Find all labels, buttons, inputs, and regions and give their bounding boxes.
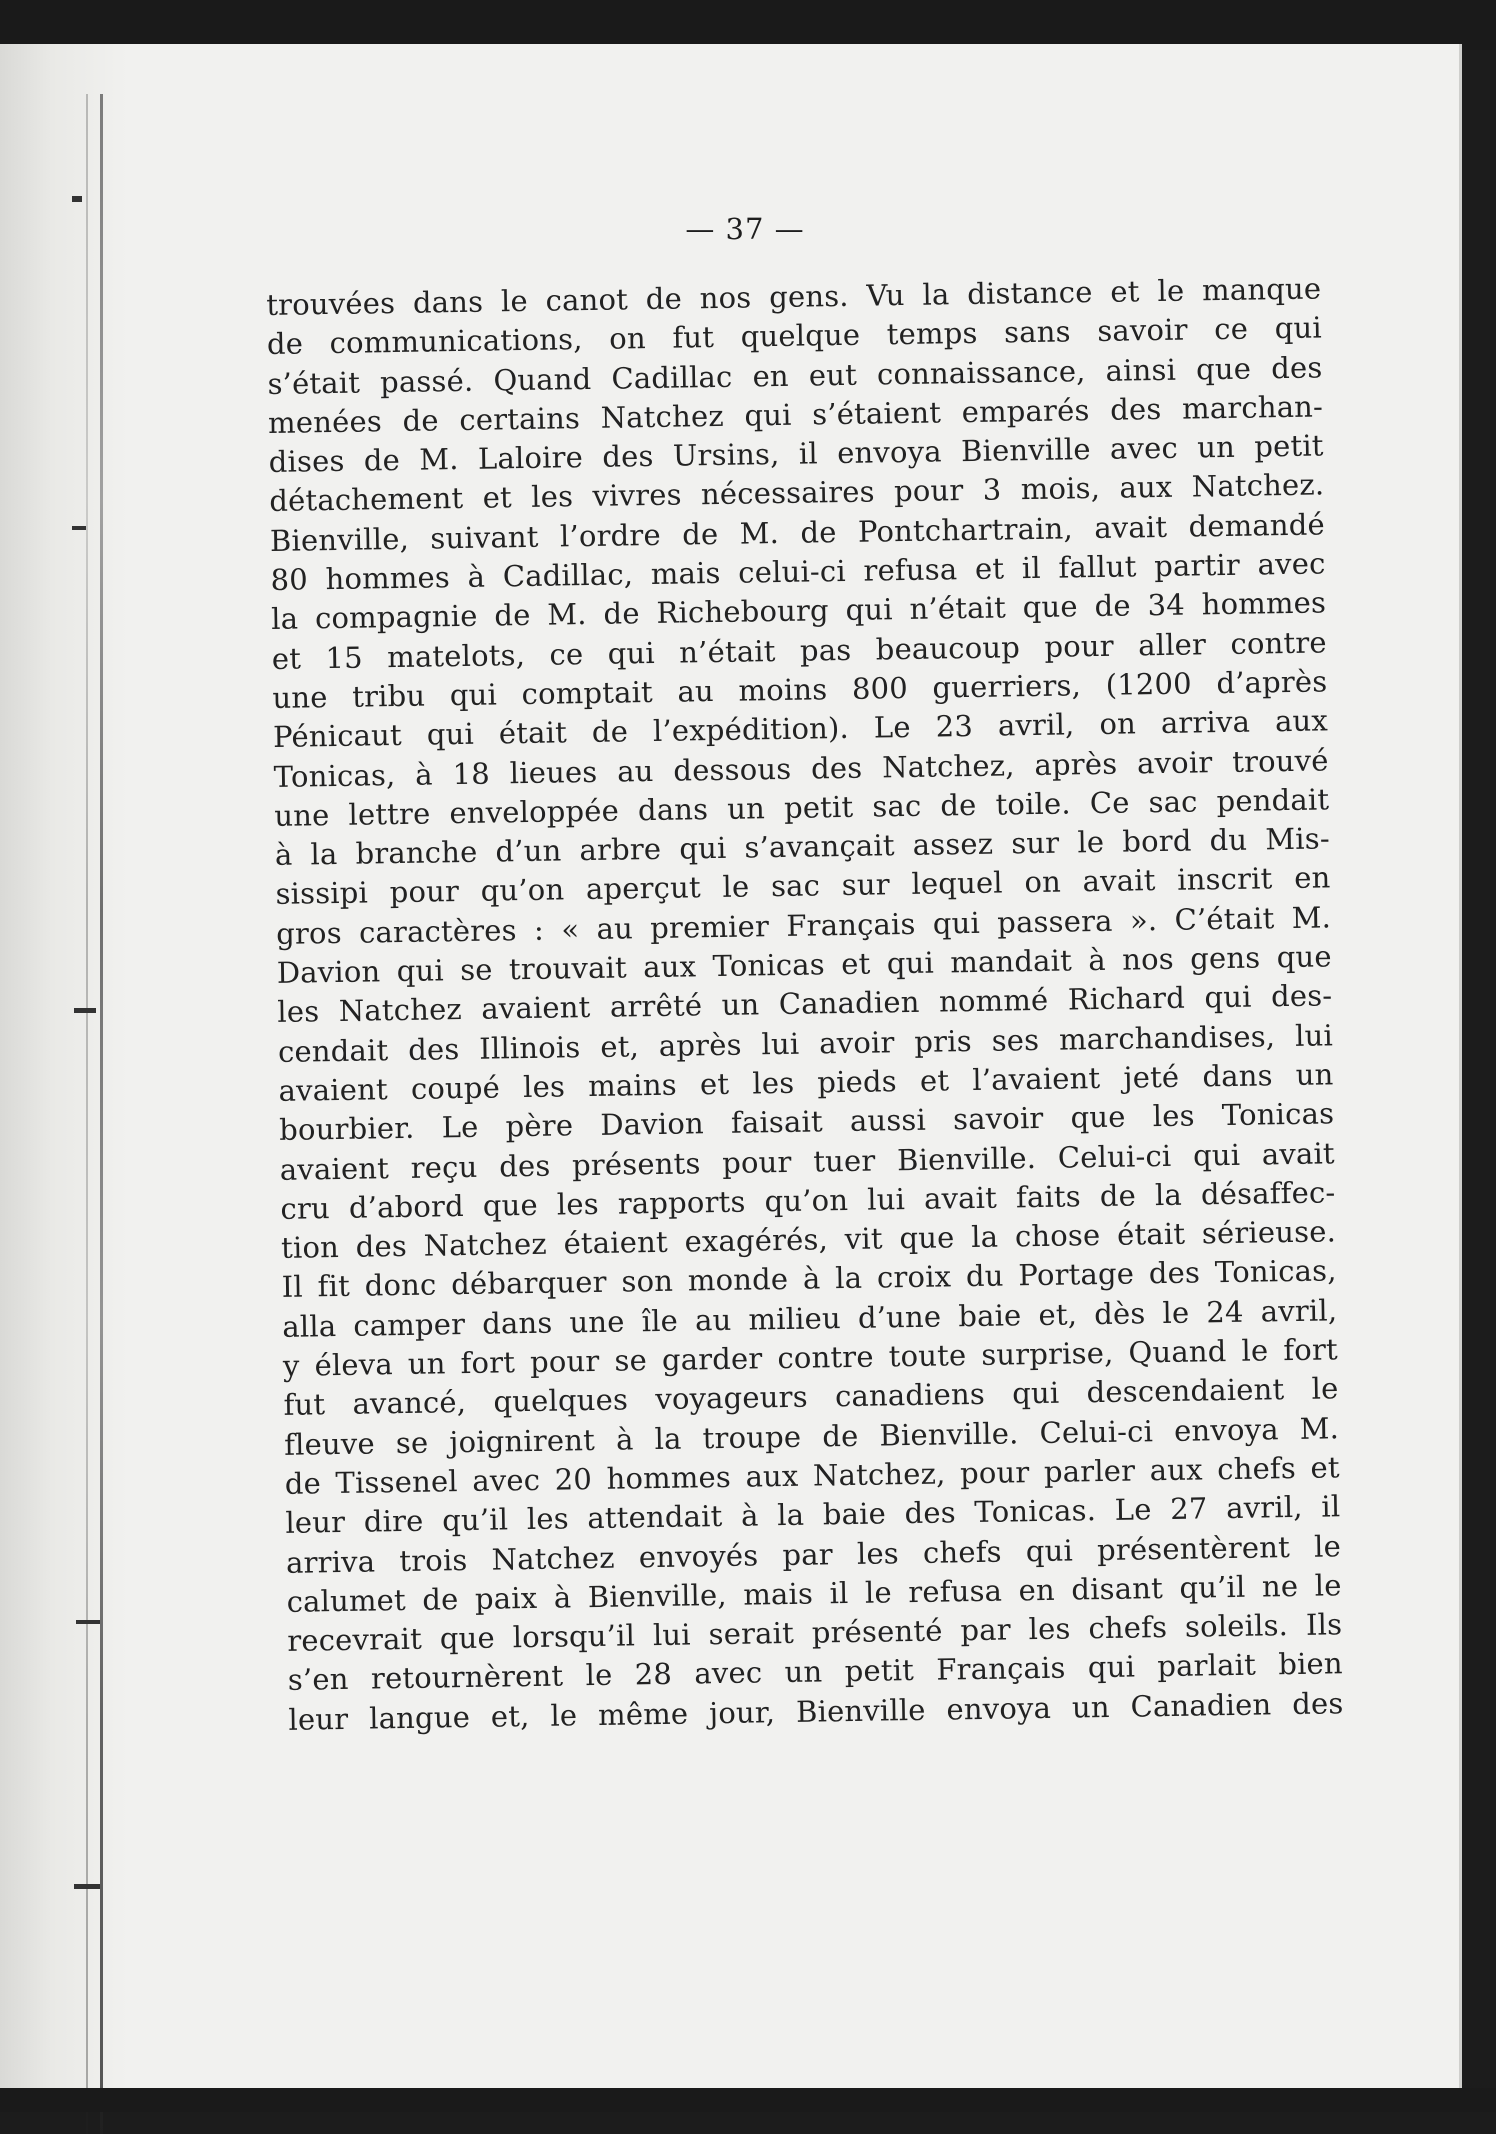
text-line: s’en retournèrent le 28 avec un petit Français qui parlait bien xyxy=(287,1646,1344,1698)
text-line: leur dire qu’il les attendait à la baie des Tonicas. Le 27 avril, il xyxy=(285,1489,1341,1541)
text-line: menées de certains Natchez qui s’étaient emparés des marchan- xyxy=(267,389,1324,440)
text-line: sissipi pour qu’on aperçut le sac sur lequel on avait inscrit en xyxy=(275,860,1331,912)
text-line: Bienville, suivant l’ordre de M. de Pontchartrain, avait demandé xyxy=(269,507,1326,558)
text-line: tion des Natchez étaient exagérés, vit que la chose était sérieuse. xyxy=(280,1214,1337,1266)
text-line: bourbier. Le père Davion faisait aussi savoir que les Tonicas xyxy=(278,1096,1335,1148)
text-line: cru d’abord que les rapports qu’on lui avait faits de la désaffec- xyxy=(280,1175,1336,1226)
text-line: trouvées dans le canot de nos gens. Vu la distance et le manque xyxy=(266,271,1322,322)
text-line: recevrait que lorsqu’il lui serait présenté par les chefs soleils. Ils xyxy=(287,1607,1343,1658)
text-line: avaient reçu des présents pour tuer Bienville. Celui-ci qui avait xyxy=(279,1135,1336,1187)
text-line: Il fit donc débarquer son monde à la croix du Portage des Tonicas, xyxy=(281,1253,1337,1305)
text-line: cendait des Illinois et, après lui avoir pris ses marchandises, lui xyxy=(277,1017,1334,1069)
text-line: 80 hommes à Cadillac, mais celui-ci refusa et il fallut partir avec xyxy=(270,546,1326,598)
text-line: s’était passé. Quand Cadillac en eut connaissance, ainsi que des xyxy=(267,350,1323,401)
body-text xyxy=(266,269,1344,1739)
text-line: une tribu qui comptait au moins 800 guerriers, (1200 d’après xyxy=(272,664,1328,715)
gutter-binding-line xyxy=(100,94,103,2134)
text-line: une lettre enveloppée dans un petit sac de toile. Ce sac pendait xyxy=(274,782,1330,833)
text-line: fut avancé, quelques voyageurs canadiens qui descendaient le xyxy=(283,1371,1339,1423)
text-line: détachement et les vivres nécessaires pour 3 mois, aux Natchez. xyxy=(269,467,1325,519)
text-line: Davion qui se trouvait aux Tonicas et qui mandait à nos gens que xyxy=(276,939,1332,990)
gutter-shadow-line xyxy=(86,94,88,2134)
binding-mark xyxy=(72,526,86,530)
text-line: leur langue et, le même jour, Bienville envoya un Canadien des xyxy=(288,1685,1344,1737)
text-line: Pénicaut qui était de l’expédition). Le 23 avril, on arriva aux xyxy=(272,703,1329,755)
text-line: la compagnie de M. de Richebourg qui n’était que de 34 hommes xyxy=(270,585,1327,637)
text-line: les Natchez avaient arrêté un Canadien nommé Richard qui des- xyxy=(277,978,1333,1030)
text-line: calumet de paix à Bienville, mais il le refusa en disant qu’il ne le xyxy=(286,1568,1342,1619)
text-line: arriva trois Natchez envoyés par les chefs qui présentèrent le xyxy=(285,1528,1342,1580)
text-line: de communications, on fut quelque temps sans savoir ce qui xyxy=(266,310,1323,362)
text-line: fleuve se joignirent à la troupe de Bienville. Celui-ci envoya M. xyxy=(283,1410,1340,1462)
page-number: — 37 — xyxy=(685,212,805,246)
text-line: gros caractères : « au premier Français qui passera ». C’était M. xyxy=(275,900,1332,951)
scan-bottom-border xyxy=(0,2088,1496,2112)
binding-mark xyxy=(74,1008,96,1013)
text-line: alla camper dans une île au milieu d’une baie et, dès le 24 avril, xyxy=(282,1293,1338,1344)
text-line: de Tissenel avec 20 hommes aux Natchez, pour parler aux chefs et xyxy=(284,1450,1340,1501)
binding-mark xyxy=(74,1884,100,1889)
text-line: avaient coupé les mains et les pieds et l’avaient jeté dans un xyxy=(278,1057,1334,1108)
binding-mark xyxy=(76,1620,100,1624)
text-line: et 15 matelots, ce qui n’était pas beaucoup pour aller contre xyxy=(271,625,1327,676)
text-line: Tonicas, à 18 lieues au dessous des Natchez, après avoir trouvé xyxy=(273,742,1329,794)
page-gutter xyxy=(0,44,128,2090)
text-line: dises de M. Laloire des Ursins, il envoya Bienville avec un petit xyxy=(268,428,1324,480)
text-line: à la branche d’un arbre qui s’avançait assez sur le bord du Mis- xyxy=(274,821,1331,873)
binding-mark xyxy=(72,196,82,202)
text-line: y éleva un fort pour se garder contre toute surprise, Quand le fort xyxy=(282,1332,1339,1383)
scan-top-border xyxy=(0,0,1496,50)
